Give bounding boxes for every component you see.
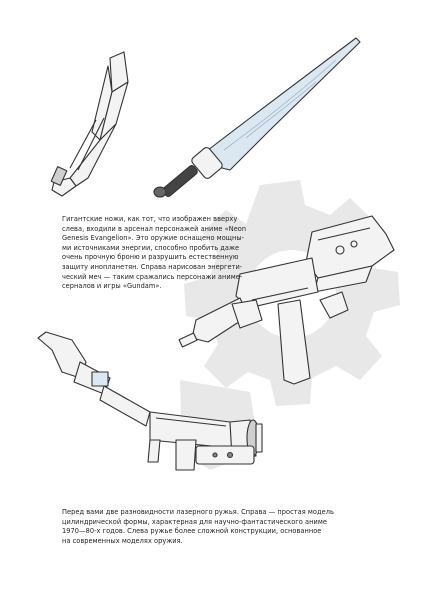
caption-line: цилиндрической формы, характерная для научно-фантастического аниме — [62, 517, 327, 526]
caption-line: ми источниками энергии, способно пробить даже — [62, 243, 240, 252]
caption-line: защиту инопланетян. Справа нарисован энергети- — [62, 262, 243, 271]
caption-line: на современных моделях оружия. — [62, 536, 183, 545]
caption-line: 1970—80-х годов. Слева ружье более сложной конструкции, основанное — [62, 527, 322, 536]
energy-sword — [154, 38, 360, 198]
caption-line: Перед вами две разновидности лазерного ружья. Справа — простая модель — [62, 508, 334, 516]
caption-line: очень прочную броню и разрушить естественную — [62, 253, 239, 262]
caption-knives-swords — [62, 215, 247, 292]
caption-line: ческий меч — таким сражались персонажи аниме- — [62, 272, 243, 281]
caption-line: Genesis Evangelion». Это оружие оснащено мощны- — [62, 234, 245, 243]
caption-line: Гигантские ножи, как тот, что изображен вверху — [62, 215, 238, 223]
caption-line: серналов и игры «Gundam». — [62, 282, 162, 291]
giant-knife — [51, 52, 128, 196]
caption-line: слева, входили в арсенал персонажей аниме «Neon — [62, 224, 247, 233]
caption-laser-rifles — [62, 508, 337, 546]
